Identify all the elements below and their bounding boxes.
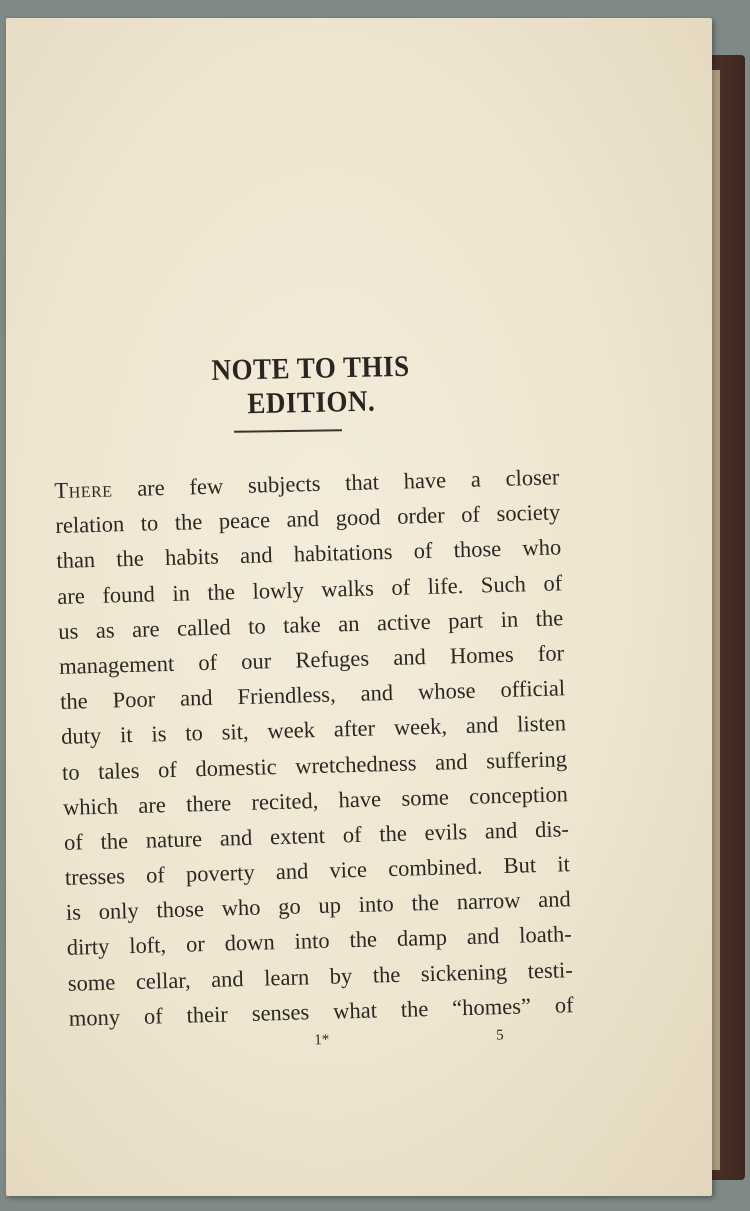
text-line: of the nature and extent of the evils and dis- xyxy=(63,816,570,855)
text-line: duty it is to sit, week after week, and listen xyxy=(60,710,567,750)
text-line: are found in the lowly walks of life. Such of xyxy=(56,569,563,609)
text-line: the Poor and Friendless, and whose official xyxy=(59,675,566,715)
text-line: relation to the peace and good order of society xyxy=(55,499,561,539)
text-line: than the habits and habitations of those who xyxy=(56,534,562,574)
text-line: is only those who go up into the narrow and xyxy=(65,886,572,926)
page-heading: NOTE TO THIS EDITION. xyxy=(211,349,410,420)
heading-rule xyxy=(234,429,342,433)
text-line: mony of their senses what the “homes” of xyxy=(68,991,574,1031)
body-text xyxy=(54,459,574,1035)
text-line: There are few subjects that have a closer xyxy=(54,464,560,503)
page-number: 5 xyxy=(495,1027,504,1044)
text-line: some cellar, and learn by the sickening testi- xyxy=(67,956,573,996)
text-line: which are there recited, have some conception xyxy=(62,780,569,820)
signature-mark: 1* xyxy=(314,1032,330,1049)
text-line: dirty loft, or down into the damp and loath- xyxy=(66,921,573,961)
book-page xyxy=(6,18,712,1196)
text-line: management of our Refuges and Homes for xyxy=(58,640,565,679)
text-line: to tales of domestic wretchedness and suffering xyxy=(61,745,568,785)
text-line: us as are called to take an active part in the xyxy=(57,605,564,644)
opening-word: There xyxy=(54,476,113,503)
text-line: tresses of poverty and vice combined. But it xyxy=(64,851,571,890)
